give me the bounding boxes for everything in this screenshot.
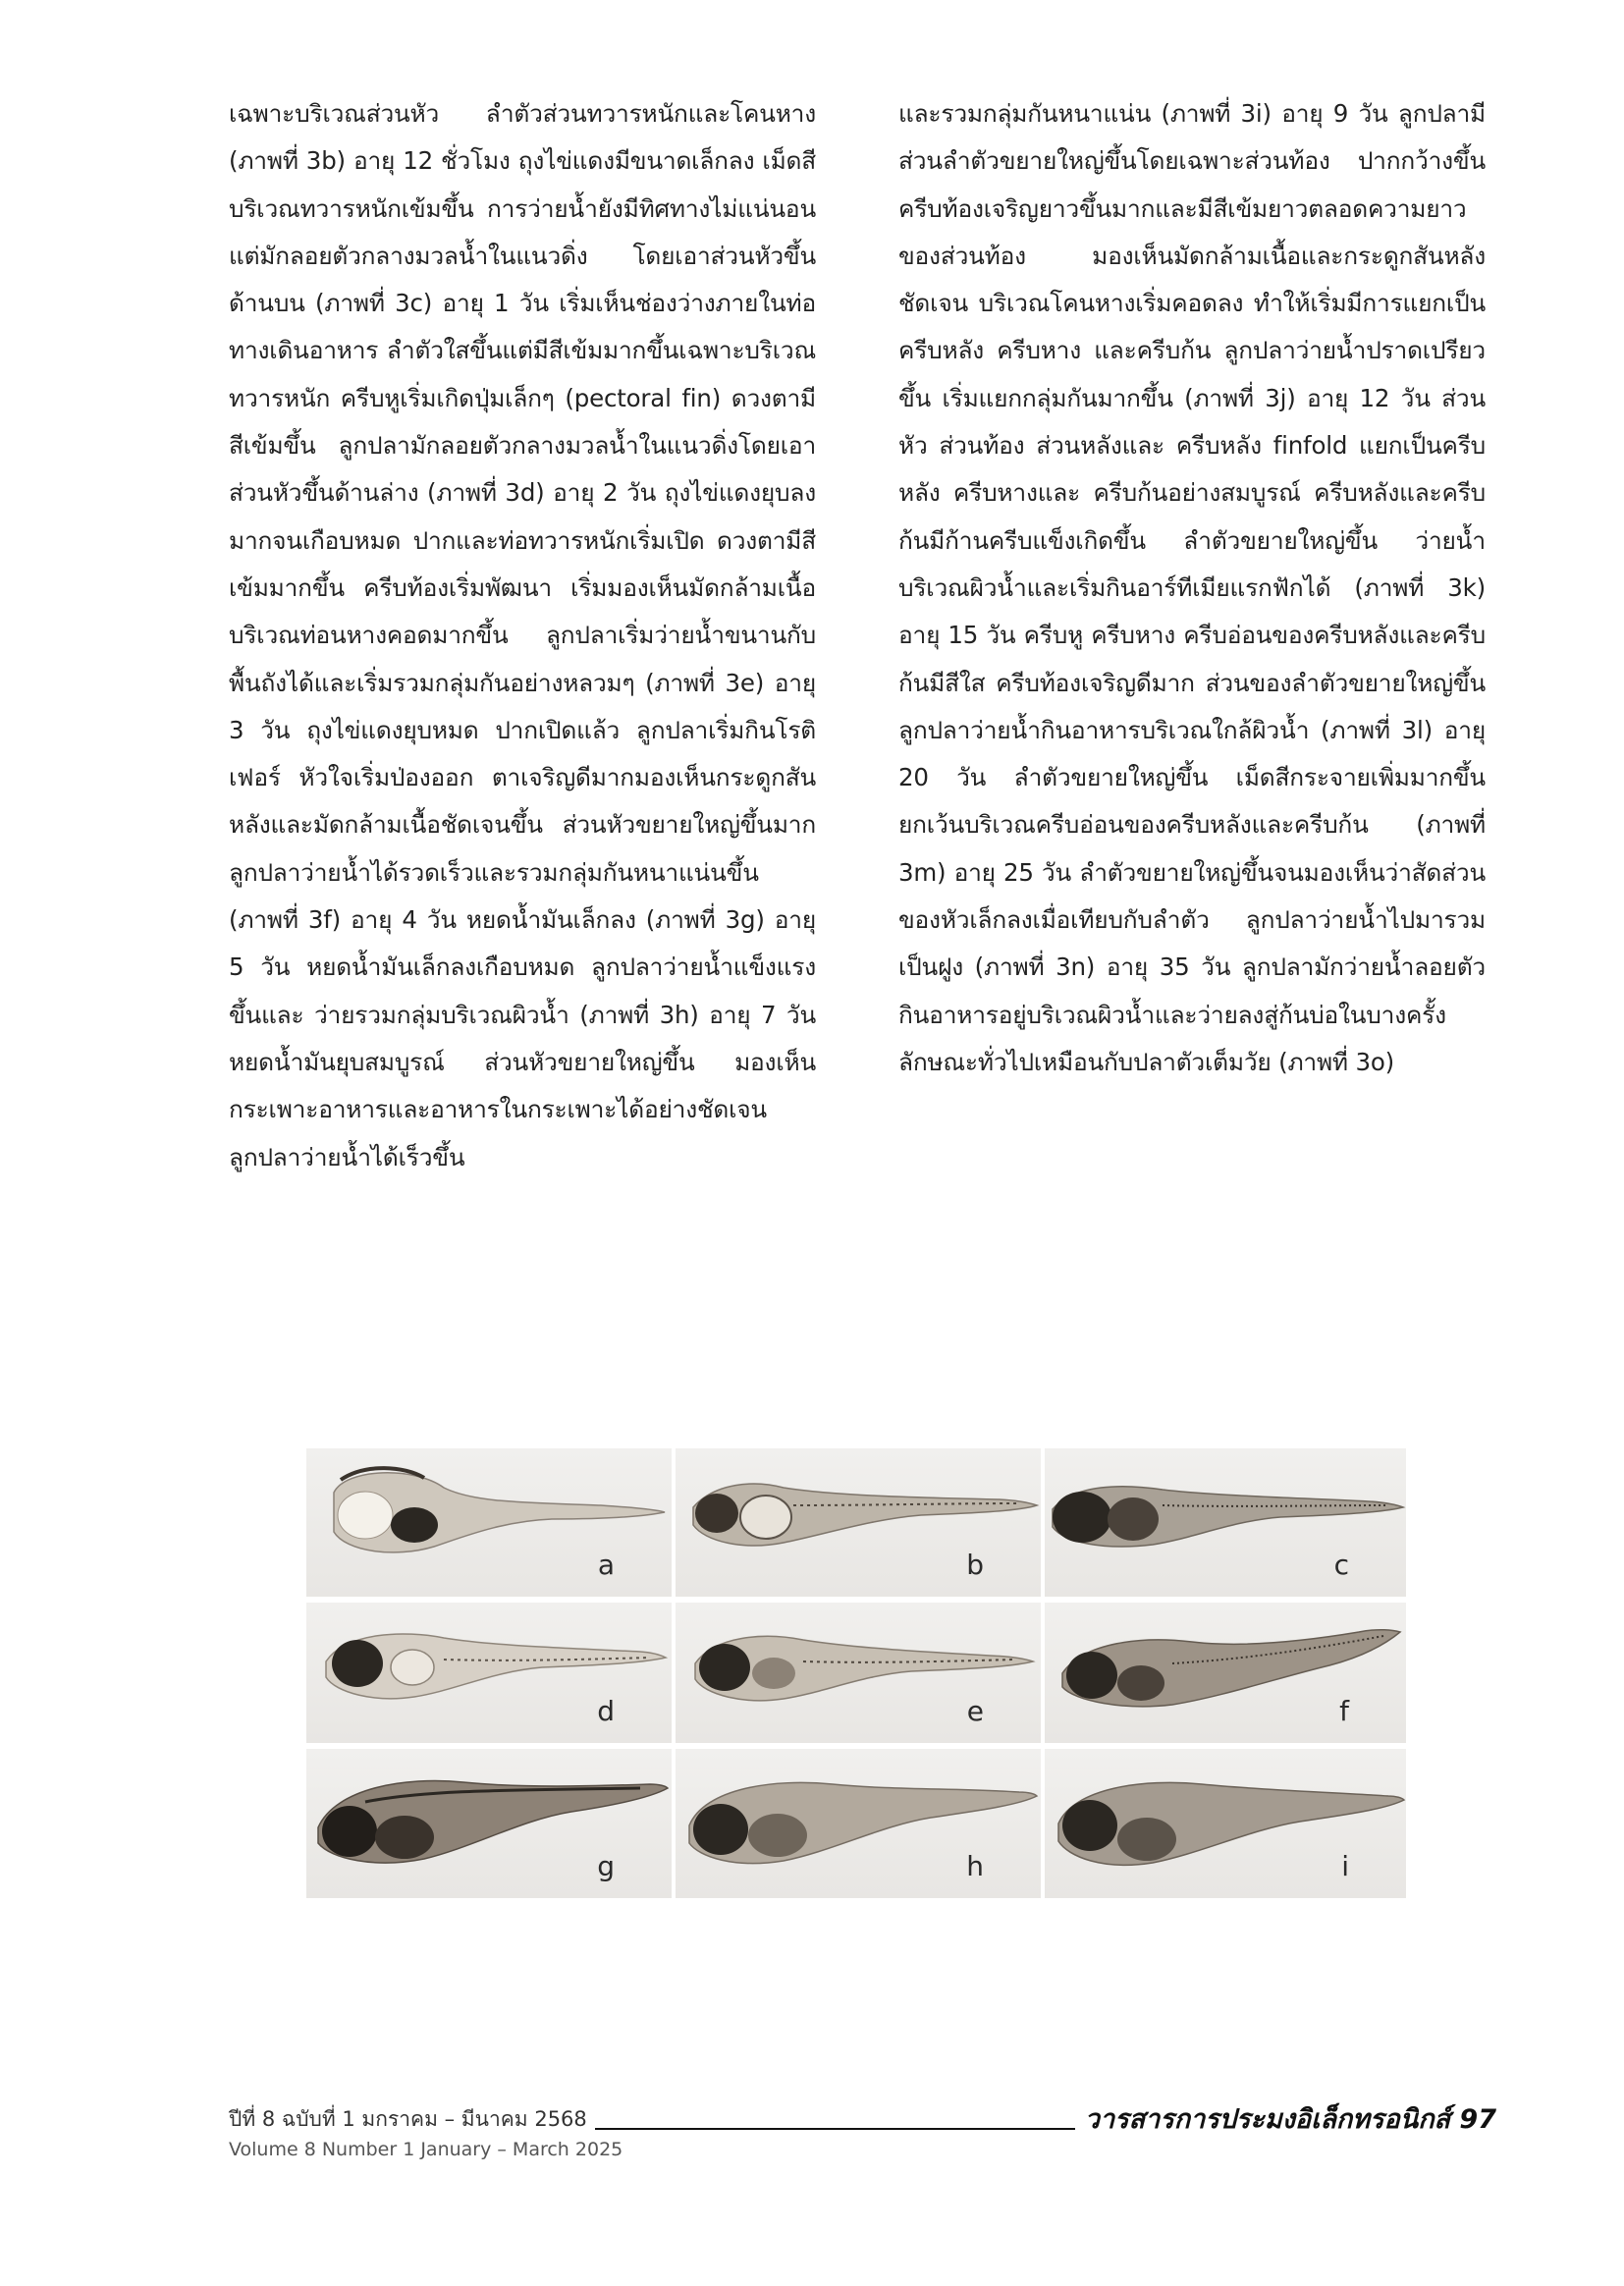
larva-image-e [676, 1603, 1041, 1743]
larva-image-d [306, 1603, 672, 1743]
footer-volume: Volume 8 Number 1 January – March 2025 [229, 2139, 623, 2160]
larva-image-b [676, 1448, 1041, 1597]
larva-image-i [1045, 1749, 1406, 1898]
panel-label-b: b [966, 1549, 984, 1581]
figure-panel-a [306, 1448, 672, 1597]
figure-panel-c [1045, 1448, 1406, 1597]
left-column [229, 90, 816, 1181]
figure-panel-e [676, 1603, 1041, 1743]
larva-image-c [1045, 1448, 1406, 1597]
larva-image-a [306, 1448, 672, 1597]
panel-label-f: f [1339, 1695, 1349, 1727]
panel-label-g: g [597, 1850, 615, 1882]
figure-panel-d [306, 1603, 672, 1743]
figure-panel-g [306, 1749, 672, 1898]
footer-issue: ปีที่ 8 ฉบับที่ 1 มกราคม – มีนาคม 2568 [229, 2103, 595, 2136]
figure-panel-i [1045, 1749, 1406, 1898]
figure-panel-h [676, 1749, 1041, 1898]
panel-label-e: e [966, 1695, 984, 1727]
left-column-text: เฉพาะบริเวณส่วนหัว ลำตัวส่วนทวารหนักและโคนหาง (ภาพที่ 3b) อายุ 12 ชั่วโมง ถุงไข่แดงมีขนาดเล็กลง เม็ดสีบริเวณทวารหนักเข้มขึ้น การว่ายน้ำยังมีทิศทางไม่แน่นอนแต่มักลอยตัวกลางมวลน้ำในแนวดิ่ง โดยเอาส่วนหัวขึ้นด้านบน (ภาพที่ 3c) อายุ 1 วัน เริ่มเห็นช่องว่างภายในท่อทางเดินอาหาร ลำตัวใสขึ้นแต่มีสีเข้มมากขึ้นเฉพาะบริเวณทวารหนัก ครีบหูเริ่มเกิดปุ่มเล็กๆ (pectoral fin) ดวงตามีสีเข้มขึ้น ลูกปลามักลอยตัวกลางมวลน้ำในแนวดิ่งโดยเอาส่วนหัวขึ้นด้านล่าง (ภาพที่ 3d) อายุ 2 วัน ถุงไข่แดงยุบลงมากจนเกือบหมด ปากและท่อทวารหนักเริ่มเปิด ดวงตามีสีเข้มมากขึ้น ครีบท้องเริ่มพัฒนา เริ่มมองเห็นมัดกล้ามเนื้อ บริเวณท่อนหางคอดมากขึ้น ลูกปลาเริ่มว่ายน้ำขนานกับพื้นถังได้และเริ่มรวมกลุ่มกันอย่างหลวมๆ (ภาพที่ 3e) อายุ 3 วัน ถุงไข่แดงยุบหมด ปากเปิดแล้ว ลูกปลาเริ่มกินโรติเฟอร์ หัวใจเริ่มป่องออก ตาเจริญดีมากมองเห็นกระดูกสันหลังและมัดกล้ามเนื้อชัดเจนขึ้น ส่วนหัวขยายใหญ่ขึ้นมาก ลูกปลาว่ายน้ำได้รวดเร็วและรวมกลุ่มกันหนาแน่นขึ้น (ภาพที่ 3f) อายุ 4 วัน หยดน้ำมันเล็กลง (ภาพที่ 3g) อายุ 5 วัน หยดน้ำมันเล็กลงเกือบหมด ลูกปลาว่ายน้ำแข็งแรงขึ้นและ ว่ายรวมกลุ่มบริเวณผิวน้ำ (ภาพที่ 3h) อายุ 7 วัน หยดน้ำมันยุบสมบูรณ์ ส่วนหัวขยายใหญ่ขึ้น มองเห็นกระเพาะอาหารและอาหารในกระเพาะได้อย่างชัดเจน ลูกปลาว่ายน้ำได้เร็วขึ้น [229, 99, 816, 1171]
larval-development-figure [306, 1448, 1406, 1898]
larva-image-g [306, 1749, 672, 1898]
panel-label-h: h [966, 1850, 984, 1882]
larva-image-h [676, 1749, 1041, 1898]
figure-panel-b [676, 1448, 1041, 1597]
figure-panel-f [1045, 1603, 1406, 1743]
panel-label-i: i [1341, 1850, 1349, 1882]
panel-label-a: a [597, 1549, 615, 1581]
right-column-text: และรวมกลุ่มกันหนาแน่น (ภาพที่ 3i) อายุ 9 วัน ลูกปลามีส่วนลำตัวขยายใหญ่ขึ้นโดยเฉพาะส่วนท้อง ปากกว้างขึ้น ครีบท้องเจริญยาวขึ้นมากและมีสีเข้มยาวตลอดความยาวของส่วนท้อง มองเห็นมัดกล้ามเนื้อและกระดูกสันหลังชัดเจน บริเวณโคนหางเริ่มคอดลง ทำให้เริ่มมีการแยกเป็นครีบหลัง ครีบหาง และครีบก้น ลูกปลาว่ายน้ำปราดเปรียวขึ้น เริ่มแยกกลุ่มกันมากขึ้น (ภาพที่ 3j) อายุ 12 วัน ส่วนหัว ส่วนท้อง ส่วนหลังและ ครีบหลัง finfold แยกเป็นครีบหลัง ครีบหางและ ครีบก้นอย่างสมบูรณ์ ครีบหลังและครีบก้นมีก้านครีบแข็งเกิดขึ้น ลำตัวขยายใหญ่ขึ้น ว่ายน้ำบริเวณผิวน้ำและเริ่มกินอาร์ทีเมียแรกฟักได้ (ภาพที่ 3k) อายุ 15 วัน ครีบหู ครีบหาง ครีบอ่อนของครีบหลังและครีบก้นมีสีใส ครีบท้องเจริญดีมาก ส่วนของลำตัวขยายใหญ่ขึ้นลูกปลาว่ายน้ำกินอาหารบริเวณใกล้ผิวน้ำ (ภาพที่ 3l) อายุ 20 วัน ลำตัวขยายใหญ่ขึ้น เม็ดสีกระจายเพิ่มมากขึ้นยกเว้นบริเวณครีบอ่อนของครีบหลังและครีบก้น (ภาพที่ 3m) อายุ 25 วัน ลำตัวขยายใหญ่ขึ้นจนมองเห็นว่าสัดส่วนของหัวเล็กลงเมื่อเทียบกับลำตัว ลูกปลาว่ายน้ำไปมารวมเป็นฝูง (ภาพที่ 3n) อายุ 35 วัน ลูกปลามักว่ายน้ำลอยตัวกินอาหารอยู่บริเวณผิวน้ำและว่ายลงสู่ก้นบ่อในบางครั้ง ลักษณะทั่วไปเหมือนกับปลาตัวเต็มวัย (ภาพที่ 3o) [898, 99, 1486, 1076]
right-column [898, 90, 1486, 1086]
panel-label-d: d [597, 1695, 615, 1727]
footer-journal-page: วารสารการประมงอิเล็กทรอนิกส์ 97 [1075, 2097, 1496, 2140]
panel-label-c: c [1333, 1549, 1349, 1581]
larva-image-f [1045, 1603, 1406, 1743]
